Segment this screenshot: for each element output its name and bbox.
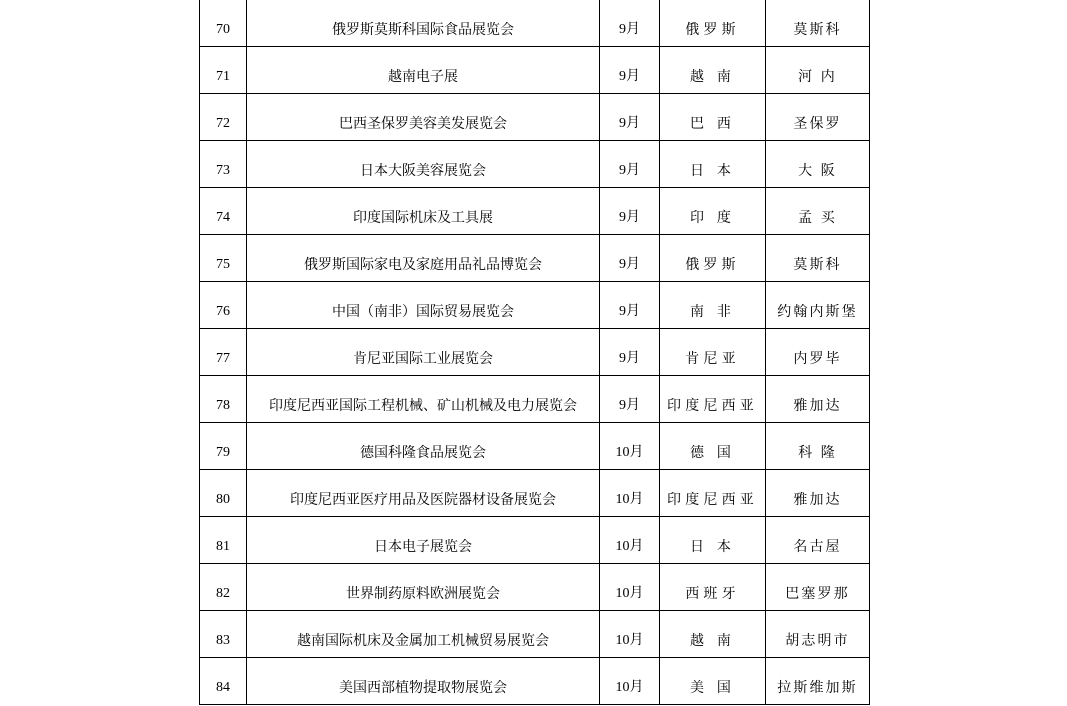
exhibition-month: 9月 — [619, 210, 640, 225]
exhibition-month: 10月 — [615, 539, 644, 554]
exhibition-city: 内罗毕 — [793, 351, 842, 367]
exhibition-city: 孟 买 — [798, 210, 837, 226]
row-number: 70 — [216, 22, 230, 37]
exhibition-city: 约翰内斯堡 — [777, 304, 858, 320]
exhibition-name-cell — [247, 611, 600, 658]
exhibition-table-container — [199, 0, 869, 705]
exhibition-city: 莫斯科 — [793, 257, 842, 273]
exhibition-name-cell — [247, 470, 600, 517]
row-number-cell — [200, 329, 247, 376]
exhibition-country: 印 度 — [689, 210, 736, 226]
exhibition-month: 10月 — [615, 586, 644, 601]
exhibition-month: 9月 — [619, 351, 640, 366]
exhibition-city: 河 内 — [798, 69, 837, 85]
exhibition-name: 印度尼西亚医疗用品及医院器材设备展览会 — [290, 492, 556, 508]
exhibition-month-cell — [600, 611, 660, 658]
row-number: 81 — [216, 539, 230, 554]
exhibition-name: 印度国际机床及工具展 — [353, 210, 493, 226]
row-number: 73 — [216, 163, 230, 178]
exhibition-month-cell — [600, 141, 660, 188]
exhibition-table — [199, 0, 870, 705]
exhibition-city-cell — [766, 611, 870, 658]
exhibition-month-cell — [600, 94, 660, 141]
exhibition-country-cell — [660, 47, 766, 94]
exhibition-country: 日 本 — [689, 539, 736, 555]
exhibition-city: 大 阪 — [798, 163, 837, 179]
row-number-cell — [200, 564, 247, 611]
exhibition-month: 9月 — [619, 116, 640, 131]
exhibition-country-cell — [660, 141, 766, 188]
exhibition-month: 9月 — [619, 398, 640, 413]
exhibition-city: 圣保罗 — [793, 116, 842, 132]
table-row — [200, 329, 870, 376]
exhibition-city: 拉斯维加斯 — [777, 680, 858, 696]
exhibition-country-cell — [660, 517, 766, 564]
exhibition-month-cell — [600, 376, 660, 423]
exhibition-name: 日本电子展览会 — [374, 539, 472, 555]
exhibition-city-cell — [766, 282, 870, 329]
row-number: 75 — [216, 257, 230, 272]
exhibition-name: 中国（南非）国际贸易展览会 — [332, 304, 514, 320]
row-number-cell — [200, 0, 247, 47]
table-row — [200, 611, 870, 658]
exhibition-month: 9月 — [619, 69, 640, 84]
row-number-cell — [200, 470, 247, 517]
row-number-cell — [200, 235, 247, 282]
exhibition-country-cell — [660, 188, 766, 235]
exhibition-month: 9月 — [619, 257, 640, 272]
table-row — [200, 235, 870, 282]
exhibition-country: 越 南 — [689, 633, 736, 649]
exhibition-country: 美 国 — [689, 680, 736, 696]
exhibition-city-cell — [766, 517, 870, 564]
exhibition-country-cell — [660, 329, 766, 376]
exhibition-name-cell — [247, 94, 600, 141]
exhibition-name-cell — [247, 188, 600, 235]
exhibition-city-cell — [766, 94, 870, 141]
row-number: 82 — [216, 586, 230, 601]
row-number: 84 — [216, 680, 230, 695]
exhibition-name: 肯尼亚国际工业展览会 — [353, 351, 493, 367]
exhibition-country-cell — [660, 94, 766, 141]
exhibition-city-cell — [766, 141, 870, 188]
row-number: 77 — [216, 351, 230, 366]
exhibition-country-cell — [660, 564, 766, 611]
exhibition-name-cell — [247, 47, 600, 94]
table-row — [200, 188, 870, 235]
row-number-cell — [200, 611, 247, 658]
exhibition-name-cell — [247, 329, 600, 376]
exhibition-country-cell — [660, 423, 766, 470]
exhibition-month-cell — [600, 564, 660, 611]
exhibition-country-cell — [660, 658, 766, 705]
exhibition-name: 世界制药原料欧洲展览会 — [346, 586, 500, 602]
exhibition-city-cell — [766, 235, 870, 282]
exhibition-name-cell — [247, 282, 600, 329]
exhibition-country: 西班牙 — [685, 586, 740, 602]
table-row — [200, 564, 870, 611]
exhibition-country: 印度尼西亚 — [667, 398, 758, 414]
table-row — [200, 0, 870, 47]
exhibition-month: 10月 — [615, 492, 644, 507]
exhibition-city: 雅加达 — [793, 398, 842, 414]
row-number-cell — [200, 517, 247, 564]
exhibition-city-cell — [766, 376, 870, 423]
exhibition-city-cell — [766, 47, 870, 94]
table-row — [200, 470, 870, 517]
exhibition-city-cell — [766, 470, 870, 517]
exhibition-name: 巴西圣保罗美容美发展览会 — [339, 116, 507, 132]
exhibition-name: 越南电子展 — [388, 69, 458, 85]
exhibition-city: 莫斯科 — [793, 22, 842, 38]
exhibition-name-cell — [247, 376, 600, 423]
row-number: 79 — [216, 445, 230, 460]
row-number: 78 — [216, 398, 230, 413]
exhibition-month: 9月 — [619, 163, 640, 178]
row-number-cell — [200, 141, 247, 188]
row-number-cell — [200, 188, 247, 235]
exhibition-name-cell — [247, 235, 600, 282]
exhibition-country: 俄罗斯 — [685, 22, 740, 38]
table-row — [200, 47, 870, 94]
table-body — [200, 0, 870, 705]
exhibition-month: 9月 — [619, 304, 640, 319]
table-row — [200, 141, 870, 188]
exhibition-city-cell — [766, 0, 870, 47]
exhibition-city-cell — [766, 423, 870, 470]
table-row — [200, 376, 870, 423]
exhibition-month-cell — [600, 423, 660, 470]
exhibition-name: 越南国际机床及金属加工机械贸易展览会 — [297, 633, 549, 649]
exhibition-month-cell — [600, 0, 660, 47]
exhibition-city: 雅加达 — [793, 492, 842, 508]
exhibition-country: 德 国 — [689, 445, 736, 461]
exhibition-country: 巴 西 — [689, 116, 736, 132]
exhibition-name: 美国西部植物提取物展览会 — [339, 680, 507, 696]
exhibition-country: 越 南 — [689, 69, 736, 85]
row-number: 71 — [216, 69, 230, 84]
exhibition-month: 10月 — [615, 680, 644, 695]
table-row — [200, 658, 870, 705]
exhibition-month-cell — [600, 658, 660, 705]
exhibition-country-cell — [660, 0, 766, 47]
exhibition-name-cell — [247, 423, 600, 470]
table-row — [200, 282, 870, 329]
row-number-cell — [200, 423, 247, 470]
row-number: 80 — [216, 492, 230, 507]
exhibition-name: 印度尼西亚国际工程机械、矿山机械及电力展览会 — [269, 398, 577, 414]
table-row — [200, 94, 870, 141]
exhibition-name: 德国科隆食品展览会 — [360, 445, 486, 461]
exhibition-country: 肯尼亚 — [685, 351, 740, 367]
table-row — [200, 423, 870, 470]
exhibition-name-cell — [247, 564, 600, 611]
exhibition-country-cell — [660, 611, 766, 658]
exhibition-month: 9月 — [619, 22, 640, 37]
exhibition-country: 俄罗斯 — [685, 257, 740, 273]
row-number: 76 — [216, 304, 230, 319]
table-row — [200, 517, 870, 564]
exhibition-city: 科 隆 — [798, 445, 837, 461]
exhibition-month-cell — [600, 235, 660, 282]
exhibition-month-cell — [600, 47, 660, 94]
exhibition-month: 10月 — [615, 633, 644, 648]
exhibition-country-cell — [660, 282, 766, 329]
exhibition-city-cell — [766, 564, 870, 611]
exhibition-country: 南 非 — [689, 304, 736, 320]
exhibition-month-cell — [600, 329, 660, 376]
row-number-cell — [200, 282, 247, 329]
exhibition-name-cell — [247, 517, 600, 564]
exhibition-city: 巴塞罗那 — [785, 586, 850, 602]
exhibition-city-cell — [766, 658, 870, 705]
exhibition-city-cell — [766, 188, 870, 235]
exhibition-city: 名古屋 — [793, 539, 842, 555]
exhibition-month-cell — [600, 470, 660, 517]
row-number: 74 — [216, 210, 230, 225]
exhibition-country: 印度尼西亚 — [667, 492, 758, 508]
exhibition-country-cell — [660, 470, 766, 517]
row-number: 72 — [216, 116, 230, 131]
exhibition-name-cell — [247, 658, 600, 705]
row-number-cell — [200, 94, 247, 141]
exhibition-city-cell — [766, 329, 870, 376]
exhibition-month: 10月 — [615, 445, 644, 460]
exhibition-name: 俄罗斯国际家电及家庭用品礼品博览会 — [304, 257, 542, 273]
exhibition-month-cell — [600, 517, 660, 564]
exhibition-name: 俄罗斯莫斯科国际食品展览会 — [332, 22, 514, 38]
exhibition-city: 胡志明市 — [785, 633, 850, 649]
row-number: 83 — [216, 633, 230, 648]
exhibition-name: 日本大阪美容展览会 — [360, 163, 486, 179]
row-number-cell — [200, 376, 247, 423]
exhibition-name-cell — [247, 0, 600, 47]
row-number-cell — [200, 658, 247, 705]
exhibition-country-cell — [660, 235, 766, 282]
exhibition-name-cell — [247, 141, 600, 188]
row-number-cell — [200, 47, 247, 94]
exhibition-country: 日 本 — [689, 163, 736, 179]
exhibition-month-cell — [600, 188, 660, 235]
exhibition-month-cell — [600, 282, 660, 329]
exhibition-country-cell — [660, 376, 766, 423]
